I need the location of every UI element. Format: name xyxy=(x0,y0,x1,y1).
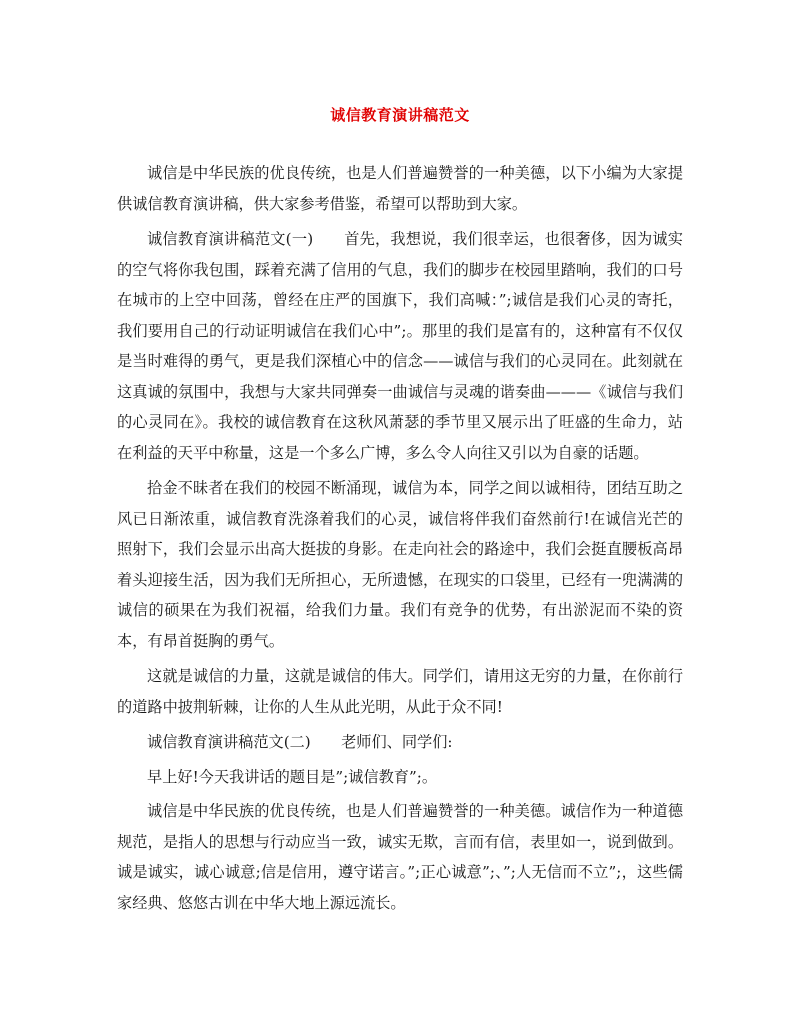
paragraph-intro: 诚信是中华民族的优良传统，也是人们普遍赞誉的一种美德，以下小编为大家提供诚信教育演讲稿，供大家参考借鉴，希望可以帮助到大家。 xyxy=(117,164,683,213)
paragraph-honesty-campus: 拾金不昧者在我们的校园不断涌现，诚信为本，同学之间以诚相待，团结互助之风已日渐浓重，诚信教育洗涤着我们的心灵，诚信将伴我们奋然前行!在诚信光芒的照射下，我们会显示出高大挺拔的身影。在走向社会的路途中，我们会挺直腰板高昂着头迎接生活，因为我们无所担心，无所遗憾，在现实的口袋里，已经有一兜满满的诚信的硕果在为我们祝福，给我们力量。我们有竞争的优势，有出淤泥而不染的资本，有昂首挺胸的勇气。 xyxy=(117,479,683,650)
paragraph-speech-one: 诚信教育演讲稿范文(一) 首先，我想说，我们很幸运，也很奢侈，因为诚实的空气将你我包围，踩着充满了信用的气息，我们的脚步在校园里踏响，我们的口号在城市的上空中回荡，曾经在庄严的国旗下，我们高喊：”;诚信是我们心灵的寄托，我们要用自己的行动证明诚信在我们心中”;。那里的我们是富有的，这种富有不仅仅是当时难得的勇气，更是我们深植心中的信念——诚信与我们的心灵同在。此刻就在这真诚的氛围中，我想与大家共同弹奏一曲诚信与灵魂的谐奏曲———《诚信与我们的心灵同在》。我校的诚信教育在这秋风萧瑟的季节里又展示出了旺盛的生命力，站在利益的天平中称量，这是一个多么广博，多么令人向往又引以为自豪的话题。 xyxy=(117,230,683,462)
paragraph-greeting: 早上好!今天我讲话的题目是”;诚信教育”;。 xyxy=(147,767,438,786)
document-title: 诚信教育演讲稿范文 xyxy=(330,106,470,124)
paragraph-honesty-power: 这就是诚信的力量，这就是诚信的伟大。同学们，请用这无穷的力量，在你前行的道路中披荆斩棘，让你的人生从此光明，从此于众不同! xyxy=(117,667,683,716)
document-body xyxy=(117,158,683,923)
paragraph-speech-two-heading: 诚信教育演讲稿范文(二) 老师们、同学们: xyxy=(147,733,453,751)
paragraph-honesty-tradition: 诚信是中华民族的优良传统，也是人们普遍赞誉的一种美德。诚信作为一种道德规范，是指人的思想与行动应当一致，诚实无欺，言而有信，表里如一，说到做到。诚是诚实，诚心诚意;信是信用，遵守诺言。”;正心诚意”;、”;人无信而不立”;，这些儒家经典、悠悠古训在中华大地上源远流长。 xyxy=(117,802,683,912)
